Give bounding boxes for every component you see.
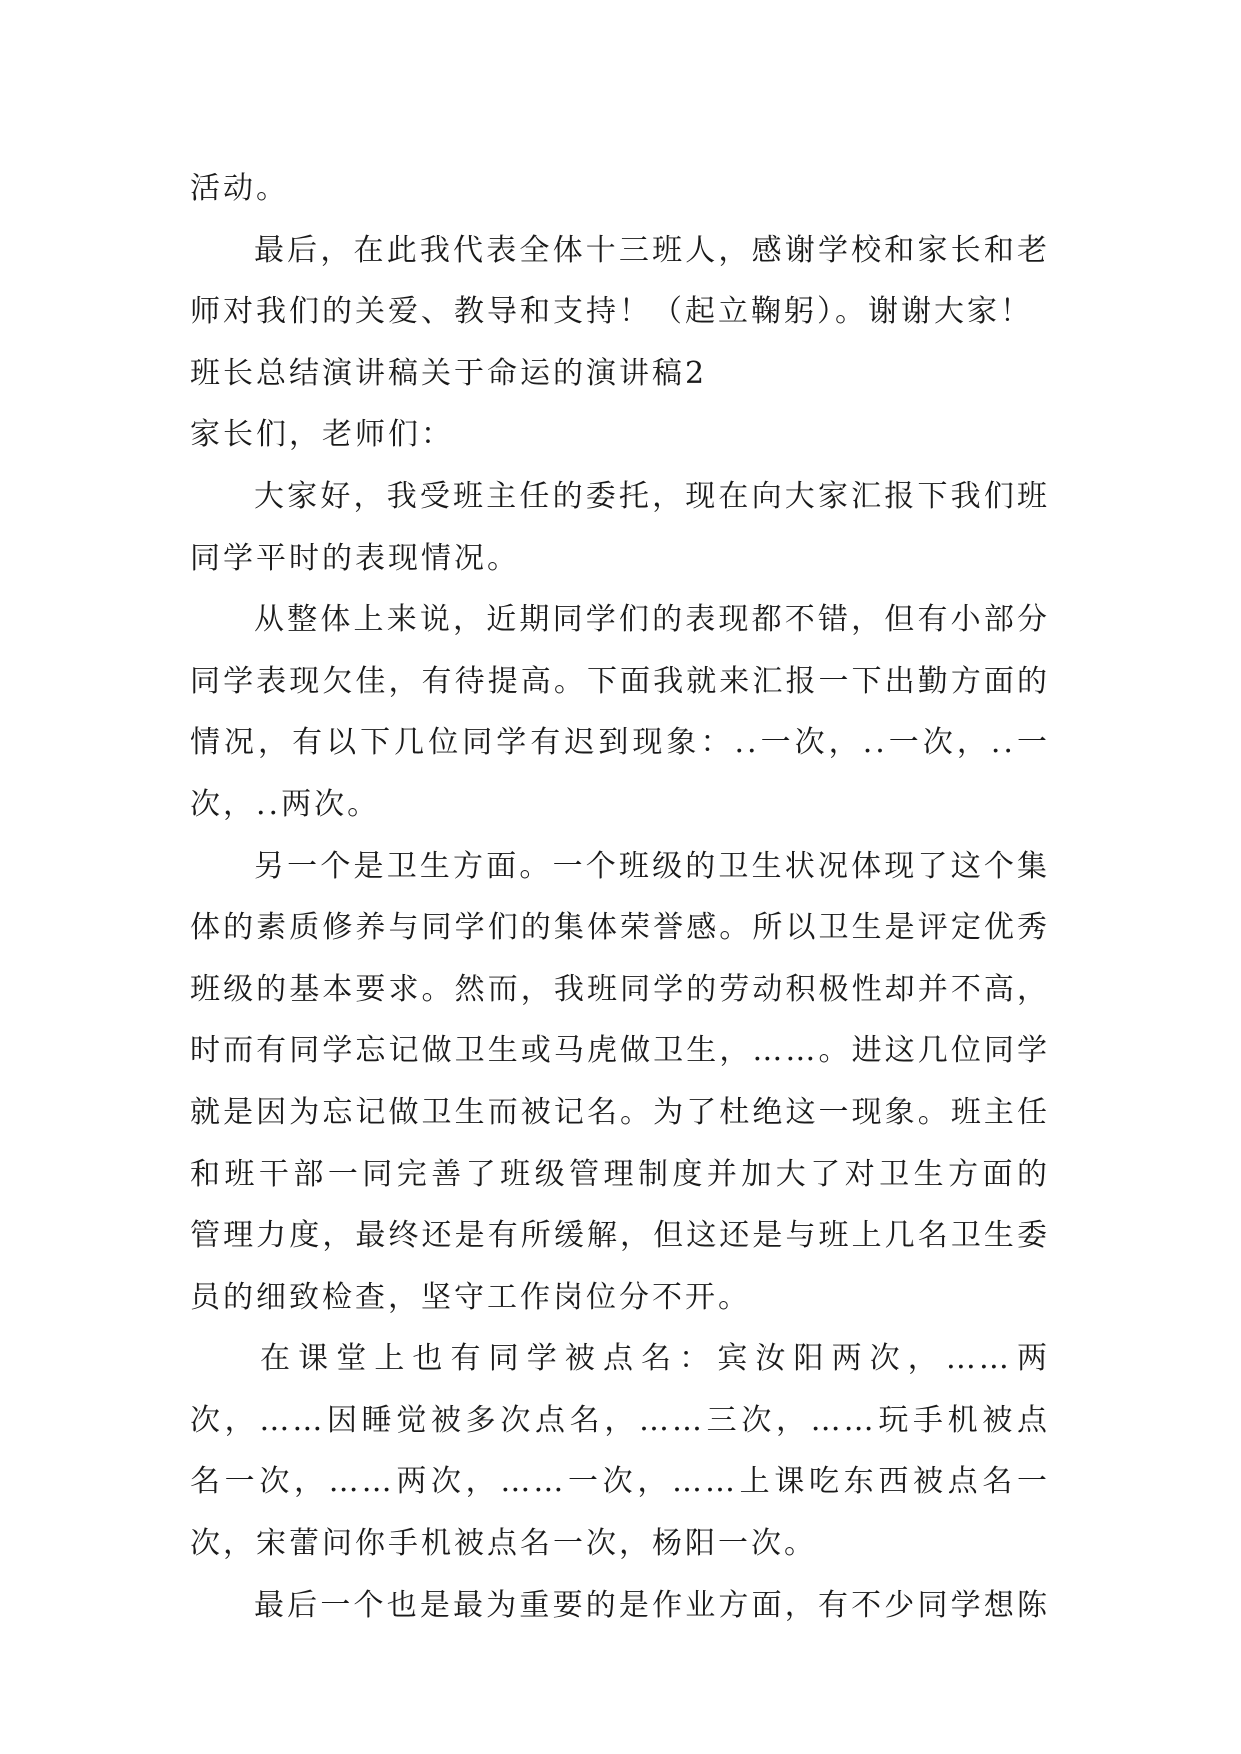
text-line: 和班干部一同完善了班级管理制度并加大了对卫生方面的: [190, 1156, 1050, 1192]
document-body: [190, 158, 1050, 1636]
text-line: 活动。: [190, 171, 289, 206]
text-line: 家长们，老师们：: [190, 417, 454, 453]
text-line: 管理力度，最终还是有所缓解，但这还是与班上几名卫生委: [190, 1218, 1050, 1254]
text-line: 班级的基本要求。然而，我班同学的劳动积极性却并不高，: [190, 971, 1050, 1007]
text-line: 在课堂上也有同学被点名：宾汝阳两次，……两: [260, 1341, 1050, 1377]
text-line: 同学平时的表现情况。: [190, 540, 520, 576]
text-line: 同学表现欠佳，有待提高。下面我就来汇报一下出勤方面的: [190, 663, 1050, 699]
text-line: 时而有同学忘记做卫生或马虎做卫生，……。进这几位同学: [190, 1033, 1050, 1069]
text-line: 体的素质修养与同学们的集体荣誉感。所以卫生是评定优秀: [190, 910, 1050, 946]
text-line: 大家好，我受班主任的委托，现在向大家汇报下我们班: [254, 478, 1050, 514]
text-line: 次，宋蕾问你手机被点名一次，杨阳一次。: [190, 1526, 817, 1562]
text-line: 班长总结演讲稿关于命运的演讲稿2: [190, 355, 708, 391]
text-line: 最后一个也是最为重要的是作业方面，有不少同学想陈: [254, 1587, 1050, 1623]
text-line: 另一个是卫生方面。一个班级的卫生状况体现了这个集: [254, 848, 1050, 884]
text-line: 次，..两次。: [190, 786, 381, 822]
text-line: 名一次，……两次，……一次，……上课吃东西被点名一: [190, 1464, 1050, 1500]
text-line: 员的细致检查，坚守工作岗位分不开。: [190, 1279, 751, 1315]
text-line: 就是因为忘记做卫生而被记名。为了杜绝这一现象。班主任: [190, 1094, 1050, 1130]
text-line: 师对我们的关爱、教导和支持！（起立鞠躬）。谢谢大家！: [190, 294, 1033, 330]
text-line: 从整体上来说，近期同学们的表现都不错，但有小部分: [254, 602, 1050, 638]
text-line: 最后，在此我代表全体十三班人，感谢学校和家长和老: [254, 232, 1050, 268]
text-line: 情况，有以下几位同学有迟到现象：..一次，..一次，..一: [190, 725, 1050, 761]
text-line: 次，……因睡觉被多次点名，……三次，……玩手机被点: [190, 1402, 1050, 1438]
